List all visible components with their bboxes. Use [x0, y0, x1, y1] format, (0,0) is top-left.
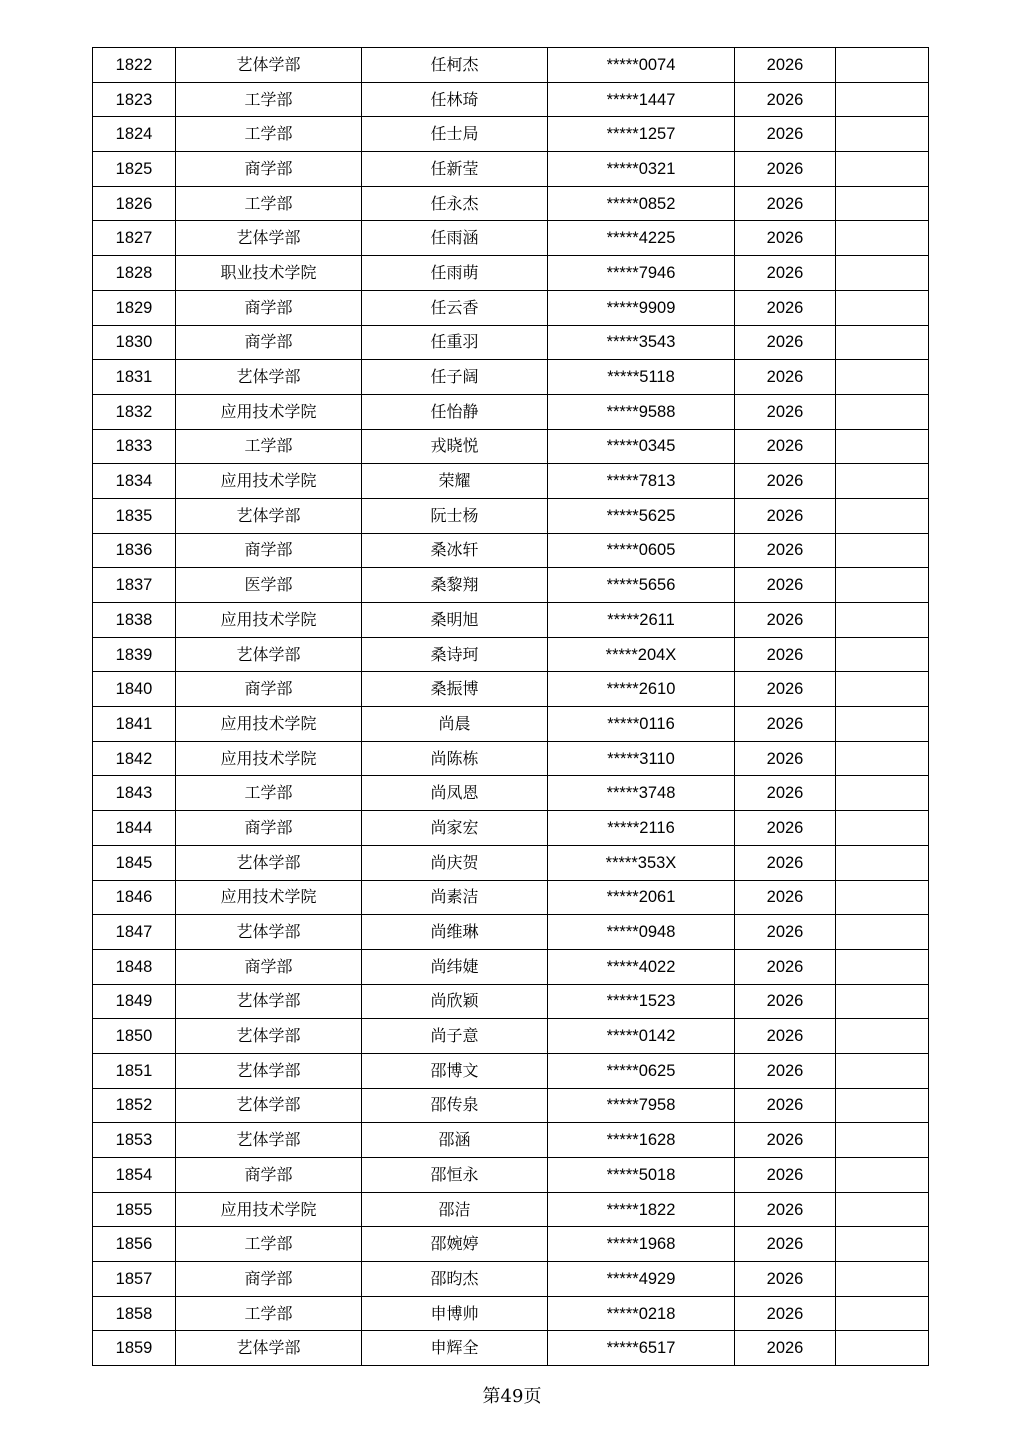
student-name-cell: 邵传泉 [362, 1088, 548, 1123]
table-row [93, 603, 929, 638]
student-name-cell: 尚凤恩 [362, 776, 548, 811]
student-name-cell: 尚纬婕 [362, 949, 548, 984]
department-cell: 工学部 [176, 82, 362, 117]
masked-id-cell: *****3748 [548, 776, 735, 811]
student-name-cell: 桑黎翔 [362, 568, 548, 603]
student-name-cell: 邵昀杰 [362, 1262, 548, 1297]
table-row [93, 811, 929, 846]
department-cell: 艺体学部 [176, 48, 362, 83]
table-row [93, 1053, 929, 1088]
remark-cell [836, 360, 929, 395]
student-name-cell: 邵博文 [362, 1053, 548, 1088]
remark-cell [836, 221, 929, 256]
department-cell: 工学部 [176, 117, 362, 152]
table-row [93, 152, 929, 187]
masked-id-cell: *****1523 [548, 984, 735, 1019]
department-cell: 工学部 [176, 1227, 362, 1262]
year-cell: 2026 [735, 568, 836, 603]
remark-cell [836, 637, 929, 672]
serial-number-cell: 1858 [93, 1296, 176, 1331]
masked-id-cell: *****4225 [548, 221, 735, 256]
serial-number-cell: 1826 [93, 186, 176, 221]
year-cell: 2026 [735, 256, 836, 291]
serial-number-cell: 1843 [93, 776, 176, 811]
masked-id-cell: *****3110 [548, 741, 735, 776]
department-cell: 应用技术学院 [176, 1192, 362, 1227]
department-cell: 商学部 [176, 325, 362, 360]
table-row [93, 256, 929, 291]
department-cell: 商学部 [176, 672, 362, 707]
serial-number-cell: 1836 [93, 533, 176, 568]
page-number: 第49页 [482, 1386, 542, 1407]
remark-cell [836, 82, 929, 117]
department-cell: 应用技术学院 [176, 394, 362, 429]
masked-id-cell: *****0218 [548, 1296, 735, 1331]
year-cell: 2026 [735, 464, 836, 499]
student-name-cell: 任云香 [362, 290, 548, 325]
department-cell: 艺体学部 [176, 1019, 362, 1054]
student-name-cell: 申辉全 [362, 1331, 548, 1366]
serial-number-cell: 1842 [93, 741, 176, 776]
year-cell: 2026 [735, 811, 836, 846]
remark-cell [836, 568, 929, 603]
student-name-cell: 任雨涵 [362, 221, 548, 256]
remark-cell [836, 48, 929, 83]
year-cell: 2026 [735, 360, 836, 395]
table-row [93, 464, 929, 499]
masked-id-cell: *****0074 [548, 48, 735, 83]
serial-number-cell: 1840 [93, 672, 176, 707]
department-cell: 工学部 [176, 1296, 362, 1331]
student-name-cell: 申博帅 [362, 1296, 548, 1331]
year-cell: 2026 [735, 1053, 836, 1088]
remark-cell [836, 533, 929, 568]
year-cell: 2026 [735, 949, 836, 984]
department-cell: 艺体学部 [176, 915, 362, 950]
year-cell: 2026 [735, 1123, 836, 1158]
remark-cell [836, 394, 929, 429]
remark-cell [836, 915, 929, 950]
year-cell: 2026 [735, 152, 836, 187]
masked-id-cell: *****2061 [548, 880, 735, 915]
remark-cell [836, 811, 929, 846]
student-name-cell: 任子阔 [362, 360, 548, 395]
department-cell: 商学部 [176, 1158, 362, 1193]
student-name-cell: 尚素洁 [362, 880, 548, 915]
serial-number-cell: 1833 [93, 429, 176, 464]
table-row [93, 707, 929, 742]
table-row [93, 880, 929, 915]
table-row [93, 1088, 929, 1123]
table-row [93, 1296, 929, 1331]
table-row [93, 1331, 929, 1366]
department-cell: 工学部 [176, 776, 362, 811]
masked-id-cell: *****5656 [548, 568, 735, 603]
department-cell: 应用技术学院 [176, 880, 362, 915]
serial-number-cell: 1834 [93, 464, 176, 499]
remark-cell [836, 498, 929, 533]
remark-cell [836, 672, 929, 707]
student-name-cell: 尚维琳 [362, 915, 548, 950]
remark-cell [836, 1331, 929, 1366]
masked-id-cell: *****2116 [548, 811, 735, 846]
department-cell: 艺体学部 [176, 845, 362, 880]
serial-number-cell: 1859 [93, 1331, 176, 1366]
department-cell: 商学部 [176, 533, 362, 568]
student-name-cell: 戎晓悦 [362, 429, 548, 464]
department-cell: 应用技术学院 [176, 741, 362, 776]
department-cell: 应用技术学院 [176, 464, 362, 499]
department-cell: 艺体学部 [176, 1053, 362, 1088]
masked-id-cell: *****5018 [548, 1158, 735, 1193]
table-row [93, 82, 929, 117]
remark-cell [836, 880, 929, 915]
department-cell: 工学部 [176, 429, 362, 464]
year-cell: 2026 [735, 394, 836, 429]
serial-number-cell: 1824 [93, 117, 176, 152]
remark-cell [836, 1296, 929, 1331]
table-row [93, 498, 929, 533]
table-row [93, 949, 929, 984]
department-cell: 商学部 [176, 811, 362, 846]
table-row [93, 568, 929, 603]
student-name-cell: 桑诗珂 [362, 637, 548, 672]
year-cell: 2026 [735, 915, 836, 950]
student-name-cell: 邵洁 [362, 1192, 548, 1227]
masked-id-cell: *****1447 [548, 82, 735, 117]
department-cell: 职业技术学院 [176, 256, 362, 291]
masked-id-cell: *****204X [548, 637, 735, 672]
year-cell: 2026 [735, 984, 836, 1019]
student-name-cell: 尚晨 [362, 707, 548, 742]
department-cell: 商学部 [176, 949, 362, 984]
department-cell: 医学部 [176, 568, 362, 603]
masked-id-cell: *****0852 [548, 186, 735, 221]
remark-cell [836, 464, 929, 499]
masked-id-cell: *****1257 [548, 117, 735, 152]
student-name-cell: 任新莹 [362, 152, 548, 187]
serial-number-cell: 1838 [93, 603, 176, 638]
table-row [93, 637, 929, 672]
masked-id-cell: *****5118 [548, 360, 735, 395]
masked-id-cell: *****7958 [548, 1088, 735, 1123]
year-cell: 2026 [735, 533, 836, 568]
masked-id-cell: *****0605 [548, 533, 735, 568]
serial-number-cell: 1837 [93, 568, 176, 603]
student-name-cell: 荣耀 [362, 464, 548, 499]
remark-cell [836, 845, 929, 880]
department-cell: 工学部 [176, 186, 362, 221]
table-row [93, 1192, 929, 1227]
year-cell: 2026 [735, 1227, 836, 1262]
department-cell: 艺体学部 [176, 360, 362, 395]
remark-cell [836, 429, 929, 464]
department-cell: 商学部 [176, 152, 362, 187]
serial-number-cell: 1839 [93, 637, 176, 672]
department-cell: 艺体学部 [176, 984, 362, 1019]
remark-cell [836, 1158, 929, 1193]
remark-cell [836, 186, 929, 221]
masked-id-cell: *****7813 [548, 464, 735, 499]
remark-cell [836, 707, 929, 742]
remark-cell [836, 1088, 929, 1123]
remark-cell [836, 290, 929, 325]
student-name-cell: 桑振博 [362, 672, 548, 707]
remark-cell [836, 325, 929, 360]
remark-cell [836, 741, 929, 776]
year-cell: 2026 [735, 707, 836, 742]
student-name-cell: 尚欣颖 [362, 984, 548, 1019]
department-cell: 艺体学部 [176, 637, 362, 672]
student-name-cell: 任怡静 [362, 394, 548, 429]
remark-cell [836, 603, 929, 638]
table-row [93, 1262, 929, 1297]
table-row [93, 915, 929, 950]
remark-cell [836, 984, 929, 1019]
student-name-cell: 邵涵 [362, 1123, 548, 1158]
student-name-cell: 任士局 [362, 117, 548, 152]
table-row [93, 1158, 929, 1193]
student-name-cell: 尚子意 [362, 1019, 548, 1054]
masked-id-cell: *****9909 [548, 290, 735, 325]
serial-number-cell: 1857 [93, 1262, 176, 1297]
serial-number-cell: 1848 [93, 949, 176, 984]
year-cell: 2026 [735, 1296, 836, 1331]
masked-id-cell: *****0142 [548, 1019, 735, 1054]
remark-cell [836, 1192, 929, 1227]
serial-number-cell: 1827 [93, 221, 176, 256]
masked-id-cell: *****353X [548, 845, 735, 880]
year-cell: 2026 [735, 186, 836, 221]
student-list-table [92, 47, 929, 1366]
year-cell: 2026 [735, 1262, 836, 1297]
serial-number-cell: 1847 [93, 915, 176, 950]
year-cell: 2026 [735, 1192, 836, 1227]
year-cell: 2026 [735, 117, 836, 152]
masked-id-cell: *****0948 [548, 915, 735, 950]
table-row [93, 325, 929, 360]
serial-number-cell: 1823 [93, 82, 176, 117]
masked-id-cell: *****2610 [548, 672, 735, 707]
department-cell: 艺体学部 [176, 1088, 362, 1123]
department-cell: 商学部 [176, 290, 362, 325]
student-name-cell: 邵恒永 [362, 1158, 548, 1193]
serial-number-cell: 1822 [93, 48, 176, 83]
year-cell: 2026 [735, 1088, 836, 1123]
serial-number-cell: 1855 [93, 1192, 176, 1227]
table-row [93, 741, 929, 776]
year-cell: 2026 [735, 221, 836, 256]
year-cell: 2026 [735, 1158, 836, 1193]
serial-number-cell: 1849 [93, 984, 176, 1019]
masked-id-cell: *****0625 [548, 1053, 735, 1088]
table-row [93, 533, 929, 568]
masked-id-cell: *****2611 [548, 603, 735, 638]
remark-cell [836, 1053, 929, 1088]
department-cell: 商学部 [176, 1262, 362, 1297]
student-name-cell: 任林琦 [362, 82, 548, 117]
department-cell: 应用技术学院 [176, 707, 362, 742]
year-cell: 2026 [735, 429, 836, 464]
serial-number-cell: 1851 [93, 1053, 176, 1088]
masked-id-cell: *****0345 [548, 429, 735, 464]
student-name-cell: 任柯杰 [362, 48, 548, 83]
table-row [93, 221, 929, 256]
serial-number-cell: 1856 [93, 1227, 176, 1262]
year-cell: 2026 [735, 1019, 836, 1054]
student-name-cell: 尚庆贺 [362, 845, 548, 880]
table-row [93, 290, 929, 325]
student-name-cell: 邵婉婷 [362, 1227, 548, 1262]
masked-id-cell: *****0116 [548, 707, 735, 742]
serial-number-cell: 1846 [93, 880, 176, 915]
masked-id-cell: *****1822 [548, 1192, 735, 1227]
department-cell: 艺体学部 [176, 221, 362, 256]
masked-id-cell: *****5625 [548, 498, 735, 533]
year-cell: 2026 [735, 776, 836, 811]
table-row [93, 1123, 929, 1158]
serial-number-cell: 1829 [93, 290, 176, 325]
masked-id-cell: *****3543 [548, 325, 735, 360]
year-cell: 2026 [735, 48, 836, 83]
table-row [93, 845, 929, 880]
table-row [93, 429, 929, 464]
department-cell: 艺体学部 [176, 498, 362, 533]
remark-cell [836, 1262, 929, 1297]
masked-id-cell: *****0321 [548, 152, 735, 187]
remark-cell [836, 1227, 929, 1262]
table-row [93, 394, 929, 429]
table-row [93, 984, 929, 1019]
remark-cell [836, 776, 929, 811]
serial-number-cell: 1852 [93, 1088, 176, 1123]
remark-cell [836, 256, 929, 291]
student-name-cell: 任重羽 [362, 325, 548, 360]
year-cell: 2026 [735, 880, 836, 915]
year-cell: 2026 [735, 603, 836, 638]
department-cell: 艺体学部 [176, 1331, 362, 1366]
year-cell: 2026 [735, 637, 836, 672]
table-row [93, 186, 929, 221]
masked-id-cell: *****4929 [548, 1262, 735, 1297]
student-name-cell: 桑冰轩 [362, 533, 548, 568]
year-cell: 2026 [735, 82, 836, 117]
year-cell: 2026 [735, 845, 836, 880]
table-row [93, 1227, 929, 1262]
table-row [93, 48, 929, 83]
table-body [93, 48, 929, 1366]
serial-number-cell: 1845 [93, 845, 176, 880]
serial-number-cell: 1854 [93, 1158, 176, 1193]
student-name-cell: 任永杰 [362, 186, 548, 221]
serial-number-cell: 1828 [93, 256, 176, 291]
serial-number-cell: 1831 [93, 360, 176, 395]
masked-id-cell: *****6517 [548, 1331, 735, 1366]
serial-number-cell: 1853 [93, 1123, 176, 1158]
department-cell: 艺体学部 [176, 1123, 362, 1158]
year-cell: 2026 [735, 498, 836, 533]
student-name-cell: 桑明旭 [362, 603, 548, 638]
department-cell: 应用技术学院 [176, 603, 362, 638]
student-name-cell: 阮士杨 [362, 498, 548, 533]
serial-number-cell: 1832 [93, 394, 176, 429]
student-name-cell: 尚陈栋 [362, 741, 548, 776]
remark-cell [836, 1123, 929, 1158]
student-name-cell: 尚家宏 [362, 811, 548, 846]
table-row [93, 117, 929, 152]
masked-id-cell: *****1968 [548, 1227, 735, 1262]
remark-cell [836, 152, 929, 187]
table-row [93, 776, 929, 811]
serial-number-cell: 1841 [93, 707, 176, 742]
serial-number-cell: 1830 [93, 325, 176, 360]
serial-number-cell: 1850 [93, 1019, 176, 1054]
table-row [93, 672, 929, 707]
table-row [93, 360, 929, 395]
year-cell: 2026 [735, 672, 836, 707]
remark-cell [836, 949, 929, 984]
year-cell: 2026 [735, 1331, 836, 1366]
masked-id-cell: *****9588 [548, 394, 735, 429]
masked-id-cell: *****7946 [548, 256, 735, 291]
serial-number-cell: 1844 [93, 811, 176, 846]
remark-cell [836, 1019, 929, 1054]
year-cell: 2026 [735, 741, 836, 776]
masked-id-cell: *****4022 [548, 949, 735, 984]
serial-number-cell: 1825 [93, 152, 176, 187]
masked-id-cell: *****1628 [548, 1123, 735, 1158]
serial-number-cell: 1835 [93, 498, 176, 533]
remark-cell [836, 117, 929, 152]
student-name-cell: 任雨萌 [362, 256, 548, 291]
year-cell: 2026 [735, 290, 836, 325]
year-cell: 2026 [735, 325, 836, 360]
table-row [93, 1019, 929, 1054]
